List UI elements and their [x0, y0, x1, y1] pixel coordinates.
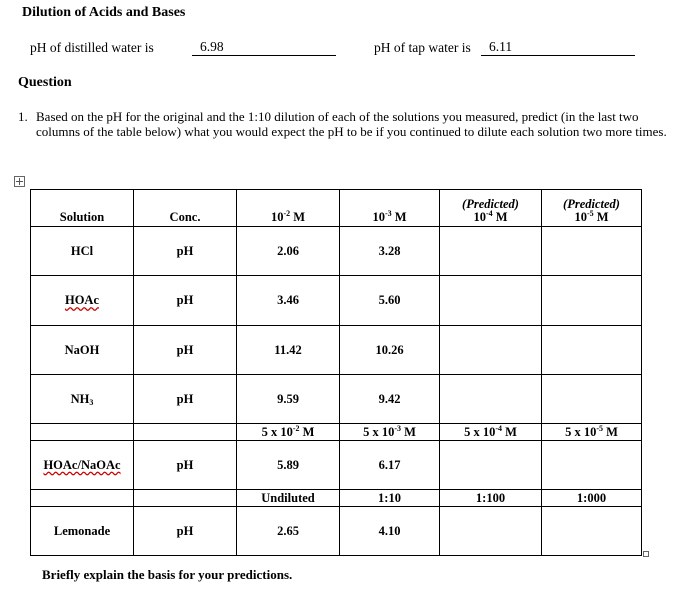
- row-name: Lemonade: [31, 507, 134, 556]
- cell-predicted[interactable]: [542, 375, 642, 424]
- table-row: [31, 227, 642, 276]
- cell-value[interactable]: 3.46: [237, 276, 340, 326]
- header-c3-predicted: (Predicted) $10^{-4}$ M: [440, 190, 542, 227]
- table-row: [31, 507, 642, 556]
- subheader-c1: 5 x $10^{-2}$ M: [237, 424, 340, 441]
- table-move-handle-icon[interactable]: [14, 176, 25, 187]
- cell-value[interactable]: 4.10: [340, 507, 440, 556]
- cell-value[interactable]: 5.60: [340, 276, 440, 326]
- cell-predicted[interactable]: [542, 276, 642, 326]
- question-heading: Question: [18, 75, 72, 90]
- dilution-table: [30, 189, 642, 556]
- cell-predicted[interactable]: [440, 227, 542, 276]
- cell-value[interactable]: 10.26: [340, 326, 440, 375]
- dilution-subheader-row: [31, 490, 642, 507]
- tap-water-label: pH of tap water is: [374, 40, 471, 55]
- row-name: HCl: [31, 227, 134, 276]
- row-conc: pH: [134, 276, 237, 326]
- distilled-water-field[interactable]: 6.98: [192, 40, 336, 56]
- subheader-1-100: 1:100: [440, 490, 542, 507]
- subheader-undiluted: Undiluted: [237, 490, 340, 507]
- cell-value[interactable]: 9.59: [237, 375, 340, 424]
- row-conc: pH: [134, 441, 237, 490]
- distilled-water-label: pH of distilled water is: [30, 40, 154, 55]
- header-conc: Conc.: [134, 190, 237, 227]
- cell-predicted[interactable]: [440, 441, 542, 490]
- subheader-c2: 5 x $10^{-3}$ M: [340, 424, 440, 441]
- concentration-subheader-row: [31, 424, 642, 441]
- footer-prompt: Briefly explain the basis for your predictions.: [42, 567, 293, 582]
- cell-value[interactable]: 3.28: [340, 227, 440, 276]
- tap-water-field[interactable]: 6.11: [481, 40, 635, 56]
- row-conc: pH: [134, 507, 237, 556]
- row-name: HOAc: [31, 276, 134, 326]
- cell-value[interactable]: 6.17: [340, 441, 440, 490]
- row-name: HOAc/NaOAc: [31, 441, 134, 490]
- table-header-row: [31, 190, 642, 227]
- header-c2: $10^{-3}$ M: [340, 190, 440, 227]
- header-c1: $10^{-2}$ M: [237, 190, 340, 227]
- cell-predicted[interactable]: [542, 227, 642, 276]
- subheader-c3: 5 x $10^{-4}$ M: [440, 424, 542, 441]
- cell-predicted[interactable]: [542, 507, 642, 556]
- header-solution: Solution: [31, 190, 134, 227]
- cell-value[interactable]: 2.06: [237, 227, 340, 276]
- cell-predicted[interactable]: [542, 326, 642, 375]
- row-conc: pH: [134, 227, 237, 276]
- cell-value[interactable]: 9.42: [340, 375, 440, 424]
- subheader-1-10: 1:10: [340, 490, 440, 507]
- subheader-c4: 5 x $10^{-5}$ M: [542, 424, 642, 441]
- row-name: $NH_3$: [31, 375, 134, 424]
- table-row: [31, 276, 642, 326]
- subheader-1-000: 1:000: [542, 490, 642, 507]
- table-resize-handle-icon[interactable]: [643, 551, 649, 557]
- question-text: Based on the pH for the original and the 1:10 dilution of each of the solutions you measured, predict (in the last two columns of the table below) what you would expect the pH to be if you continued to dilute each solution two more times.: [36, 109, 667, 139]
- cell-predicted[interactable]: [440, 507, 542, 556]
- cell-value[interactable]: 5.89: [237, 441, 340, 490]
- page-title: Dilution of Acids and Bases: [22, 5, 186, 20]
- table-row: [31, 326, 642, 375]
- table-row: [31, 441, 642, 490]
- header-c4-predicted: (Predicted) $10^{-5}$ M: [542, 190, 642, 227]
- cell-predicted[interactable]: [542, 441, 642, 490]
- cell-value[interactable]: 11.42: [237, 326, 340, 375]
- cell-value[interactable]: 2.65: [237, 507, 340, 556]
- cell-predicted[interactable]: [440, 375, 542, 424]
- table-row: [31, 375, 642, 424]
- row-name: NaOH: [31, 326, 134, 375]
- row-conc: pH: [134, 375, 237, 424]
- cell-predicted[interactable]: [440, 276, 542, 326]
- cell-predicted[interactable]: [440, 326, 542, 375]
- row-conc: pH: [134, 326, 237, 375]
- question-number: 1.: [18, 109, 28, 124]
